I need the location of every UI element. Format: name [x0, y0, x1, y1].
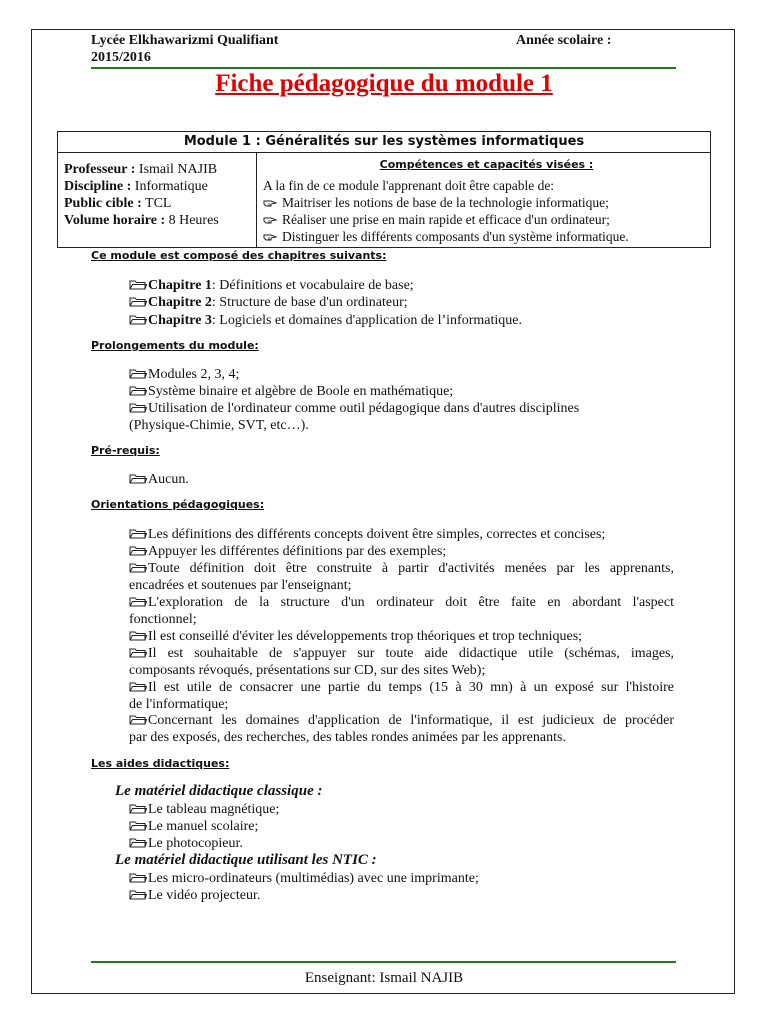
footer-signature: Enseignant: Ismail NAJIB: [304, 970, 464, 986]
volume-row: Volume horaire : 8 Heures: [64, 213, 219, 228]
school-name: Lycée Elkhawarizmi Qualifiant: [91, 33, 279, 48]
footer-rule: [91, 961, 676, 963]
orientation-item-continued: encadrées et soutenues par l'enseignant;: [129, 578, 352, 593]
competences-cell: [257, 153, 711, 248]
module-table: [57, 131, 711, 248]
folder-icon: [129, 279, 147, 290]
page-title: Fiche pédagogique du module 1: [215, 70, 553, 97]
module-heading: Module 1 : Généralités sur les systèmes informatiques: [58, 132, 711, 153]
aides-classique-title: Le matériel didactique classique :: [115, 783, 323, 799]
discipline-row: Discipline : Informatique: [64, 179, 208, 194]
professeur-row: Professeur : Ismail NAJIB: [64, 162, 218, 177]
orientations-heading: Orientations pédagogiques:: [91, 498, 265, 511]
orientation-item: Concernant les domaines d'application de l'informatique, il est judicieux de procéder: [129, 712, 674, 729]
chapitre-item: Chapitre 3: Logiciels et domaines d'application de l’informatique.: [129, 312, 522, 329]
orientation-item: Il est conseillé d'éviter les développements trop théoriques et trop techniques;: [129, 628, 582, 645]
module-info: [58, 153, 257, 248]
pointing-hand-icon: [263, 215, 278, 225]
folder-icon: [129, 314, 147, 325]
orientation-item: Il est utile de consacrer une partie du temps (15 à 30 mn) à un exposé sur l'histoire: [129, 679, 674, 696]
prolongement-item: Système binaire et algèbre de Boole en mathématique;: [129, 383, 453, 400]
prerequis-heading: Pré-requis:: [91, 444, 160, 457]
orientation-item: Toute définition doit être construite à partir d'activités menées par les apprenants,: [129, 560, 674, 577]
folder-icon: [129, 803, 147, 814]
orientation-item: Appuyer les différentes définitions par des exemples;: [129, 543, 446, 560]
folder-icon: [129, 714, 147, 725]
folder-icon: [129, 368, 147, 379]
public-row: Public cible : TCL: [64, 196, 172, 211]
prolongement-item-continued: (Physique-Chimie, SVT, etc…).: [129, 418, 309, 433]
orientation-item: Il est souhaitable de s'appuyer sur toute aide didactique utile (schémas, images,: [129, 645, 674, 662]
pointing-hand-icon: [263, 198, 278, 208]
aide-item: Les micro-ordinateurs (multimédias) avec une imprimante;: [129, 870, 479, 887]
prolongement-item: Utilisation de l'ordinateur comme outil pédagogique dans d'autres disciplines: [129, 400, 579, 417]
competence-item: Maitriser les notions de base de la technologie informatique;: [263, 194, 710, 211]
folder-icon: [129, 889, 147, 900]
aides-heading: Les aides didactiques:: [91, 757, 230, 770]
competence-item: Réaliser une prise en main rapide et efficace d'un ordinateur;: [263, 211, 710, 228]
header-rule: [91, 67, 676, 69]
orientation-item-continued: composants révoqués, présentations sur CD, sur des sites Web);: [129, 663, 486, 678]
folder-icon: [129, 402, 147, 413]
folder-icon: [129, 562, 147, 573]
aide-item: Le tableau magnétique;: [129, 801, 279, 818]
aide-item: Le manuel scolaire;: [129, 818, 258, 835]
prolongements-heading: Prolongements du module:: [91, 339, 259, 352]
competences-title: Compétences et capacités visées :: [379, 158, 594, 171]
folder-icon: [129, 820, 147, 831]
folder-icon: [129, 647, 147, 658]
pointing-hand-icon: [263, 232, 278, 242]
orientation-item-continued: par des exposés, des recherches, des tables rondes animées par les apprenants.: [129, 730, 566, 745]
folder-icon: [129, 596, 147, 607]
orientation-item: Les définitions des différents concepts doivent être simples, correctes et concises;: [129, 526, 605, 543]
folder-icon: [129, 545, 147, 556]
chapitre-item: Chapitre 1: Définitions et vocabulaire de base;: [129, 277, 414, 294]
folder-icon: [129, 528, 147, 539]
school-year-label: Année scolaire :: [516, 33, 612, 48]
chapitre-item: Chapitre 2: Structure de base d'un ordinateur;: [129, 294, 408, 311]
competence-item: Distinguer les différents composants d'un système informatique.: [263, 228, 710, 245]
orientation-item-continued: fonctionnel;: [129, 612, 197, 627]
prerequis-item: Aucun.: [129, 471, 189, 488]
folder-icon: [129, 385, 147, 396]
aide-item: Le photocopieur.: [129, 835, 243, 852]
aides-ntic-title: Le matériel didactique utilisant les NTIC :: [115, 852, 377, 868]
folder-icon: [129, 681, 147, 692]
competences-intro: A la fin de ce module l'apprenant doit être capable de:: [263, 178, 555, 193]
chapitres-heading: Ce module est composé des chapitres suivants:: [91, 249, 387, 262]
aide-item: Le vidéo projecteur.: [129, 887, 260, 904]
orientation-item: L'exploration de la structure d'un ordinateur doit être faite en abordant l'aspect: [129, 594, 674, 611]
folder-icon: [129, 837, 147, 848]
folder-icon: [129, 630, 147, 641]
school-year: 2015/2016: [91, 50, 151, 65]
orientation-item-continued: de l'informatique;: [129, 697, 229, 712]
folder-icon: [129, 872, 147, 883]
folder-icon: [129, 473, 147, 484]
prolongement-item: Modules 2, 3, 4;: [129, 366, 239, 383]
folder-icon: [129, 296, 147, 307]
